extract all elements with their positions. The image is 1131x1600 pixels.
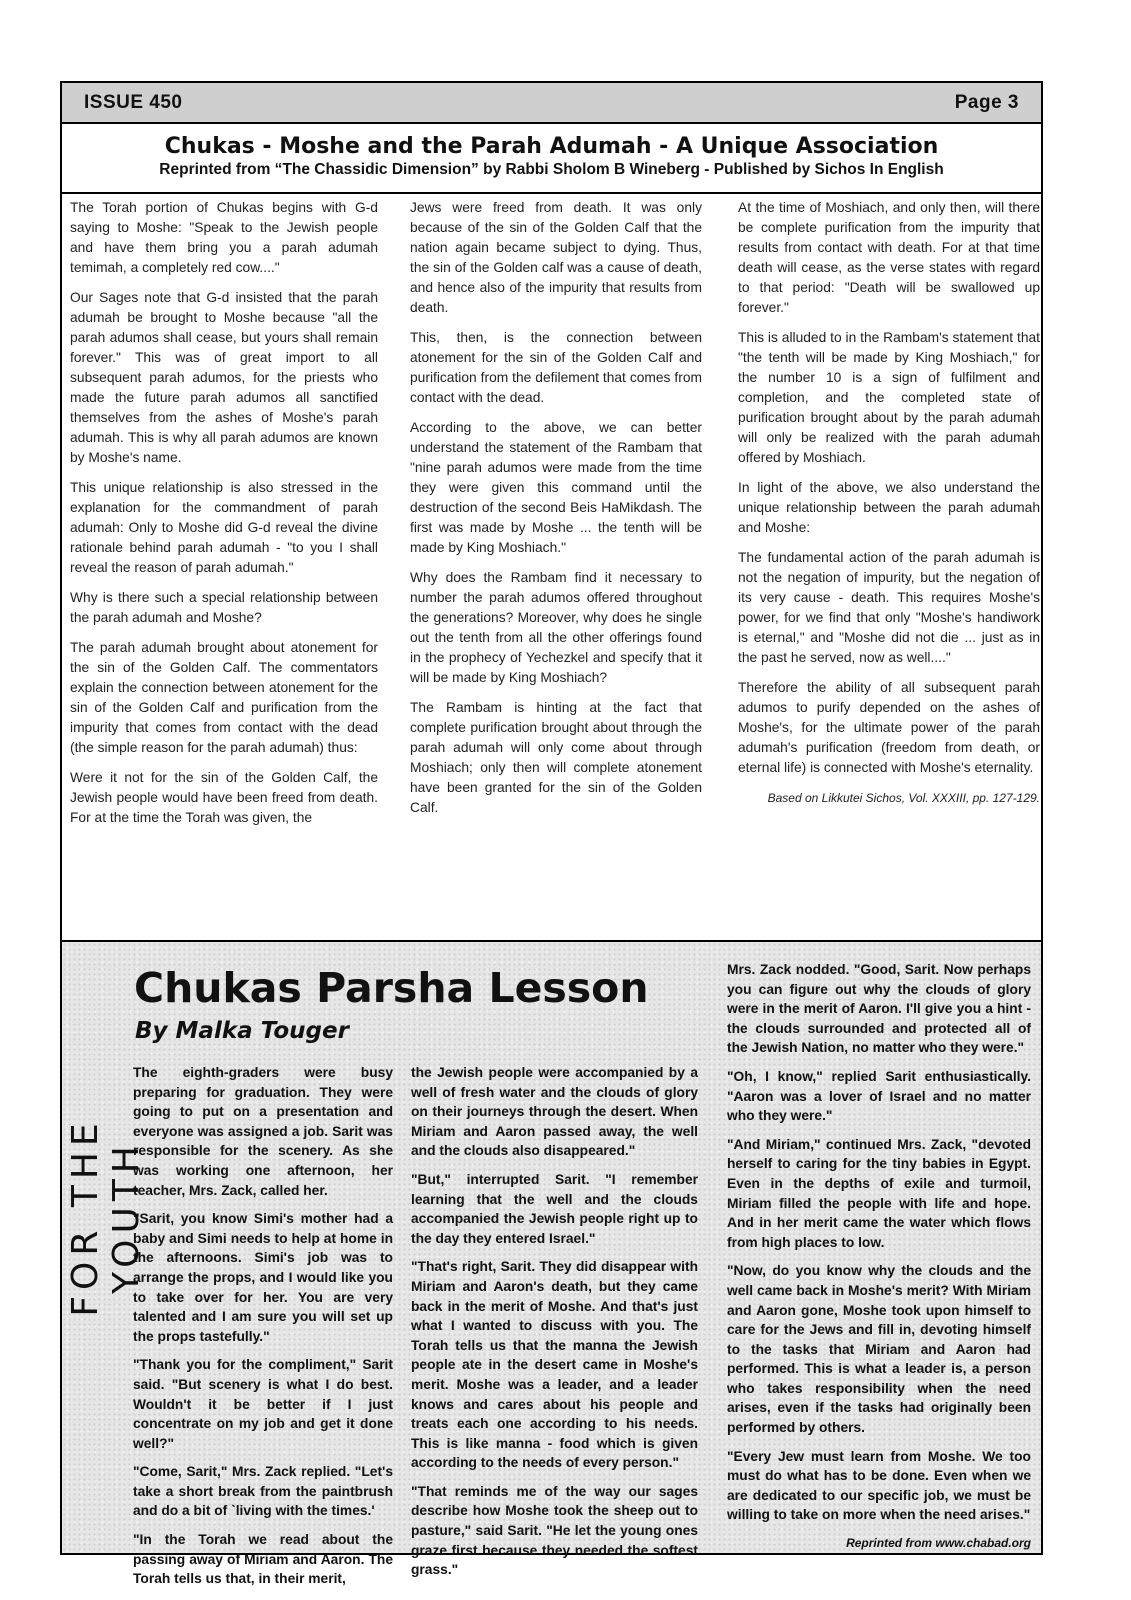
youth-source: Reprinted from www.chabad.org <box>846 1536 1031 1551</box>
paragraph: Therefore the ability of all subsequent parah adumos to purify depended on the ashes of Moshe's, for the ultimate power of the parah adumah's purification (freedom from death, or eternal life) is connected with Moshe's eternality. <box>738 680 1040 775</box>
paragraph: According to the above, we can better understand the statement of the Rambam that "nine parah adumos were made from the time they were given this command until the destruction of the second Beis HaMikdash. The first was made by Moshe ... the tenth will be made by King Moshiach." <box>410 420 702 555</box>
page-frame <box>60 81 1043 1587</box>
paragraph: "Oh, I know," replied Sarit enthusiastically. "Aaron was a lover of Israel and no matter who they were." <box>727 1068 1031 1124</box>
paragraph: "Thank you for the compliment," Sarit said. "But scenery is what I do best. Wouldn't it be better if I just concentrate on my job and get it done well?" <box>133 1357 393 1451</box>
article-body <box>62 194 1041 940</box>
paragraph: The parah adumah brought about atonement for the sin of the Golden Calf. The commentators explain the connection between atonement for the sin of the Golden Calf and purification from the impurity that comes from contact with the dead (the simple reason for the parah adumah) thus: <box>70 640 378 755</box>
paragraph: Why is there such a special relationship between the parah adumah and Moshe? <box>70 590 378 625</box>
paragraph: "In the Torah we read about the passing away of Miriam and Aaron. The Torah tells us that, in their merit, <box>133 1532 393 1587</box>
article-title-box <box>62 124 1041 194</box>
article-source: Based on Likkutei Sichos, Vol. XXXIII, pp. 127-129. <box>767 791 1040 805</box>
paragraph: "Every Jew must learn from Moshe. We too must do what has to be done. Even when we are dedicated to our specific job, we must be willing to take on more when the need arises." <box>727 1448 1031 1523</box>
paragraph: "Come, Sarit," Mrs. Zack replied. "Let's take a short break from the paintbrush and do a bit of `living with the times.' <box>133 1464 393 1519</box>
paragraph: Were it not for the sin of the Golden Calf, the Jewish people would have been freed from death. For at the time the Torah was given, the <box>70 770 378 825</box>
article-column-1 <box>70 198 378 838</box>
youth-column-1 <box>133 1063 393 1598</box>
article-column-2 <box>410 198 702 828</box>
paragraph: At the time of Moshiach, and only then, will there be complete purification from the impurity that results from contact with death. For at that time death will cease, as the verse states with regard to that period: "Death will be swallowed up forever." <box>738 200 1040 315</box>
paragraph: Our Sages note that G-d insisted that the parah adumah be brought to Moshe because "all the parah adumos shall cease, but yours shall remain forever." This was of great import to all subsequent parah adumos, for the priests who made the future parah adumos all sanctified themselves from the ashes of Moshe's parah adumah. This is why all parah adumos are known by Moshe's name. <box>70 290 378 465</box>
paragraph: the Jewish people were accompanied by a well of fresh water and the clouds of glory on their journeys through the desert. When Miriam and Aaron passed away, the well and the clouds also disappeared." <box>411 1065 698 1159</box>
youth-section <box>62 942 1041 1587</box>
paragraph: "That's right, Sarit. They did disappear with Miriam and Aaron's death, but they came back in the merit of Moshe. And that's just what I wanted to discuss with you. The Torah tells us that the manna the Jewish people ate in the desert came in Moshe's merit. Moshe was a leader, and a leader knows and cares about his people and treats each one according to his needs. This is like manna - food which is given according to the needs of every person." <box>411 1259 698 1471</box>
youth-column-2 <box>411 1063 698 1589</box>
article-subtitle: Reprinted from “The Chassidic Dimension” by Rabbi Sholom B Wineberg - Published by Sichos In English <box>159 161 944 178</box>
article-column-3 <box>738 198 1040 818</box>
paragraph: The fundamental action of the parah adumah is not the negation of impurity, but the negation of its very cause - death. This requires Moshe's power, for we find that only "Moshe's handiwork is eternal," and "Moshe did not die ... just as in the past he served, now as well...." <box>738 550 1040 665</box>
paragraph: "Now, do you know why the clouds and the well came back in Moshe's merit? With Miriam and Aaron gone, Moshe took upon himself to care for the Jews and fill in, devoting himself to the tasks that Miriam and Aaron had performed. This is what a leader is, a person who takes responsibility when the need arises, even if the tasks had originally been performed by others. <box>727 1263 1031 1436</box>
paragraph: This unique relationship is also stressed in the explanation for the commandment of parah adumah: Only to Moshe did G-d reveal the divine rationale behind parah adumah - "to you I shall reveal the reason of parah adumah." <box>70 480 378 575</box>
paragraph: "And Miriam," continued Mrs. Zack, "devoted herself to caring for the tiny babies in Egypt. Even in the depths of exile and turmoil, Miriam filled the people with life and hope. And in her merit came the water which flows from high places to low. <box>727 1136 1031 1250</box>
paragraph: "Sarit, you know Simi's mother had a baby and Simi needs to help at home in the afternoons. Simi's job was to arrange the props, and I would like you to take over for her. You are very talented and I am sure you will set up the props tastefully." <box>133 1211 393 1344</box>
paragraph: This is alluded to in the Rambam's statement that "the tenth will be made by King Moshiach," for the number 10 is a sign of fulfilment and completion, and the completed state of purification brought about by the parah adumah will only be realized with the parah adumah offered by Moshiach. <box>738 330 1040 465</box>
article-title: Chukas - Moshe and the Parah Adumah - A Unique Association <box>164 134 939 159</box>
youth-section-label: FOR THE YOUTH <box>65 1117 147 1317</box>
paragraph: Mrs. Zack nodded. "Good, Sarit. Now perhaps you can figure out why the clouds of glory were in the merit of Aaron. I'll give you a hint - the clouds surrounded and protected all of the Jewish Nation, no matter who they were." <box>727 962 1031 1056</box>
paragraph: The Torah portion of Chukas begins with G-d saying to Moshe: "Speak to the Jewish people and have them bring you a parah adumah temimah, a completely red cow...." <box>70 200 378 275</box>
issue-number: ISSUE 450 <box>84 92 183 113</box>
page-number: Page 3 <box>954 92 1019 113</box>
paragraph: "That reminds me of the way our sages describe how Moshe took the sheep out to pasture," said Sarit. "He let the young ones graze first because they needed the softest grass." <box>411 1483 698 1578</box>
paragraph: The eighth-graders were busy preparing for graduation. They were going to put on a presentation and everyone was assigned a job. Sarit was responsible for the scenery. As she was working one afternoon, her teacher, Mrs. Zack, called her. <box>133 1065 393 1198</box>
paragraph: Jews were freed from death. It was only because of the sin of the Golden Calf that the nation again became subject to dying. Thus, the sin of the Golden calf was a cause of death, and hence also of the impurity that results from death. <box>410 200 702 315</box>
paragraph: In light of the above, we also understand the unique relationship between the parah adumah and Moshe: <box>738 480 1040 535</box>
paragraph: Why does the Rambam find it necessary to number the parah adumos offered throughout the generations? Moreover, why does he single out the tenth from all the other offerings found in the prophecy of Yechezkel and specify that it will be made by King Moshiach? <box>410 570 702 685</box>
youth-author: By Malka Touger <box>135 1018 349 1044</box>
header-bar <box>62 83 1041 124</box>
paragraph: The Rambam is hinting at the fact that complete purification brought about through the parah adumah will only come about through Moshiach; only then will complete atonement have been granted for the sin of the Golden Calf. <box>410 700 702 815</box>
youth-title: Chukas Parsha Lesson <box>134 964 649 1012</box>
youth-column-3 <box>727 960 1031 1563</box>
paragraph: "But," interrupted Sarit. "I remember learning that the well and the clouds accompanied the Jewish people right up to the day they entered Israel." <box>411 1171 698 1246</box>
paragraph: This, then, is the connection between atonement for the sin of the Golden Calf and purification from the defilement that comes from contact with the dead. <box>410 330 702 405</box>
